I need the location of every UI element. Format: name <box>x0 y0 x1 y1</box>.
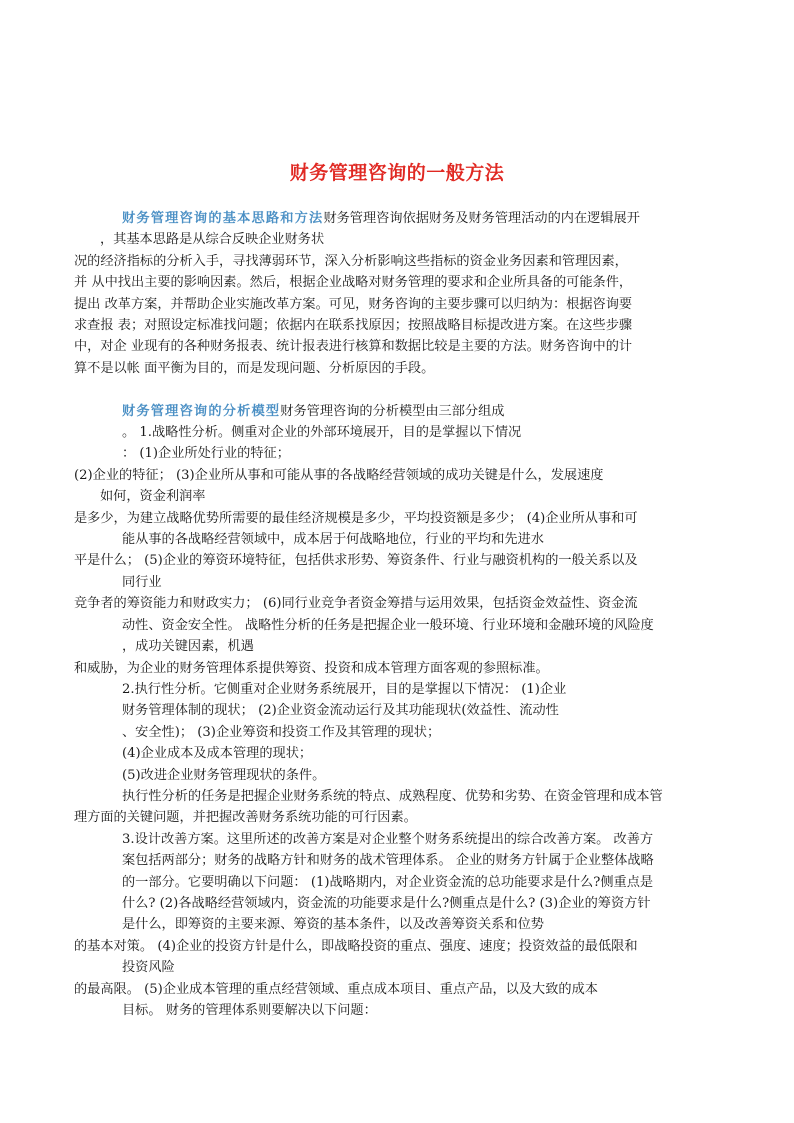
section-2-line-10: 动性、资金安全性。 战略性分析的任务是把握企业一般环境、行业环境和金融环境的风险度 <box>122 617 654 633</box>
section-2-line-22: 的一部分。它要明确以下问题： (1)战略期内，对企业资金流的总功能要求是什么?侧重点是 <box>122 874 654 890</box>
section-2-line-14: 财务管理体制的现状； (2)企业资金流动运行及其功能现状(效益性、流动性 <box>122 703 559 719</box>
document-body <box>74 208 696 1021</box>
section-2-line-16: (4)企业成本及成本管理的现状； <box>122 746 313 762</box>
section-1-line-3: 并 从中找出主要的影响因素。然后，根据企业战略对财务管理的要求和企业所具备的可能条件， <box>74 275 633 291</box>
section-2-first-line <box>74 401 696 422</box>
section-2-line-0: 财务管理咨询的分析模型由三部分组成 <box>280 403 505 419</box>
section-2-line-20: 3.设计改善方案。这里所述的改善方案是对企业整个财务系统提出的综合改善方案。 改善方 <box>122 831 654 847</box>
section-2-line-19: 理方面的关键问题，并把握改善财务系统功能的可行因素。 <box>74 810 417 826</box>
section-1-first-line <box>74 208 696 229</box>
section-1-line-6: 中，对企 业现有的各种财务报表、统计报表进行核算和数据比较是主要的方法。财务咨询中的计 <box>74 339 633 355</box>
section-2-line-9: 竞争者的筹资能力和财政实力； (6)同行业竞争者资金筹措与运用效果，包括资金效益性、资金流 <box>74 596 638 612</box>
section-2-line-17: (5)改进企业财务管理现状的条件。 <box>122 767 326 783</box>
section-2-line-12: 和威胁，为企业的财务管理体系提供筹资、投资和成本管理方面客观的参照标准。 <box>74 660 549 676</box>
section-1-line-7: 算不是以帐 面平衡为目的，而是发现问题、分析原因的手段。 <box>74 360 435 376</box>
section-2-line-24: 是什么，即筹资的主要来源、筹资的基本条件，以及改善筹资关系和位势 <box>122 917 544 933</box>
section-2-line-15: 、安全性)； (3)企业筹资和投资工作及其管理的现状； <box>122 724 441 740</box>
section-2-line-25: 的基本对策。 (4)企业的投资方针是什么，即战略投资的重点、强度、速度；投资效益的最低限和 <box>74 938 638 954</box>
section-2-line-5: 是多少，为建立战略优势所需要的最佳经济规模是多少，平均投资额是多少； (4)企业所从事和可 <box>74 510 638 526</box>
section-1-line-1: ，其基本思路是从综合反映企业财务状 <box>100 232 325 248</box>
section-2-line-4: 如何，资金利润率 <box>100 489 206 505</box>
section-2-line-11: ，成功关键因素，机遇 <box>122 639 254 655</box>
section-spacer <box>74 379 696 400</box>
section-1-line-4: 提出 改革方案，并帮助企业实施改革方案。可见，财务咨询的主要步骤可以归纳为：根据咨询要 <box>74 296 633 312</box>
page-title: 财务管理咨询的一般方法 <box>289 162 505 184</box>
section-2-line-18: 执行性分析的任务是把握企业财务系统的特点、成熟程度、优势和劣势、在资金管理和成本管 <box>122 788 663 804</box>
section-1-heading: 财务管理咨询的基本思路和方法 <box>122 211 324 226</box>
section-2-line-27: 的最高限。 (5)企业成本管理的重点经营领域、重点成本项目、重点产品，以及大致的成本 <box>74 981 598 997</box>
section-2-line-7: 平是什么； (5)企业的筹资环境特征，包括供求形势、筹资条件、行业与融资机构的一般关系以及 <box>74 553 638 569</box>
section-2-heading: 财务管理咨询的分析模型 <box>122 403 281 419</box>
section-2-line-21: 案包括两部分；财务的战略方针和财务的战术管理体系。 企业的财务方针属于企业整体战略 <box>122 853 654 869</box>
section-2-line-2: ： (1)企业所处行业的特征； <box>122 446 290 462</box>
section-2-line-6: 能从事的各战略经营领域中，成本居于何战略地位，行业的平均和先进水 <box>122 532 544 548</box>
section-2-line-26: 投资风险 <box>122 960 175 976</box>
section-2-line-28: 目标。 财务的管理体系则要解决以下问题： <box>122 1003 377 1019</box>
section-2-line-8: 同行业 <box>122 574 162 590</box>
section-2-line-3: (2)企业的特征； (3)企业所从事和可能从事的各战略经营领域的成功关键是什么，发展速度 <box>74 467 604 483</box>
section-1-line-5: 求查报 表；对照设定标准找问题；依据内在联系找原因；按照战略目标提改进方案。在这些步骤 <box>74 318 633 334</box>
section-2-line-13: 2.执行性分析。它侧重对企业财务系统展开，目的是掌握以下情况： (1)企业 <box>122 681 567 697</box>
section-2-line-1: 。 1.战略性分析。侧重对企业的外部环境展开，目的是掌握以下情况 <box>122 425 522 441</box>
section-2-line-23: 什么? (2)各战略经营领域内，资金流的功能要求是什么?侧重点是什么? (3)企业的筹资方针 <box>122 895 651 911</box>
section-1-line-2: 况的经济指标的分析入手，寻找薄弱环节，深入分析影响这些指标的资金业务因素和管理因素， <box>74 253 628 269</box>
section-1-line-0: 财务管理咨询依据财务及财务管理活动的内在逻辑展开 <box>323 211 640 226</box>
